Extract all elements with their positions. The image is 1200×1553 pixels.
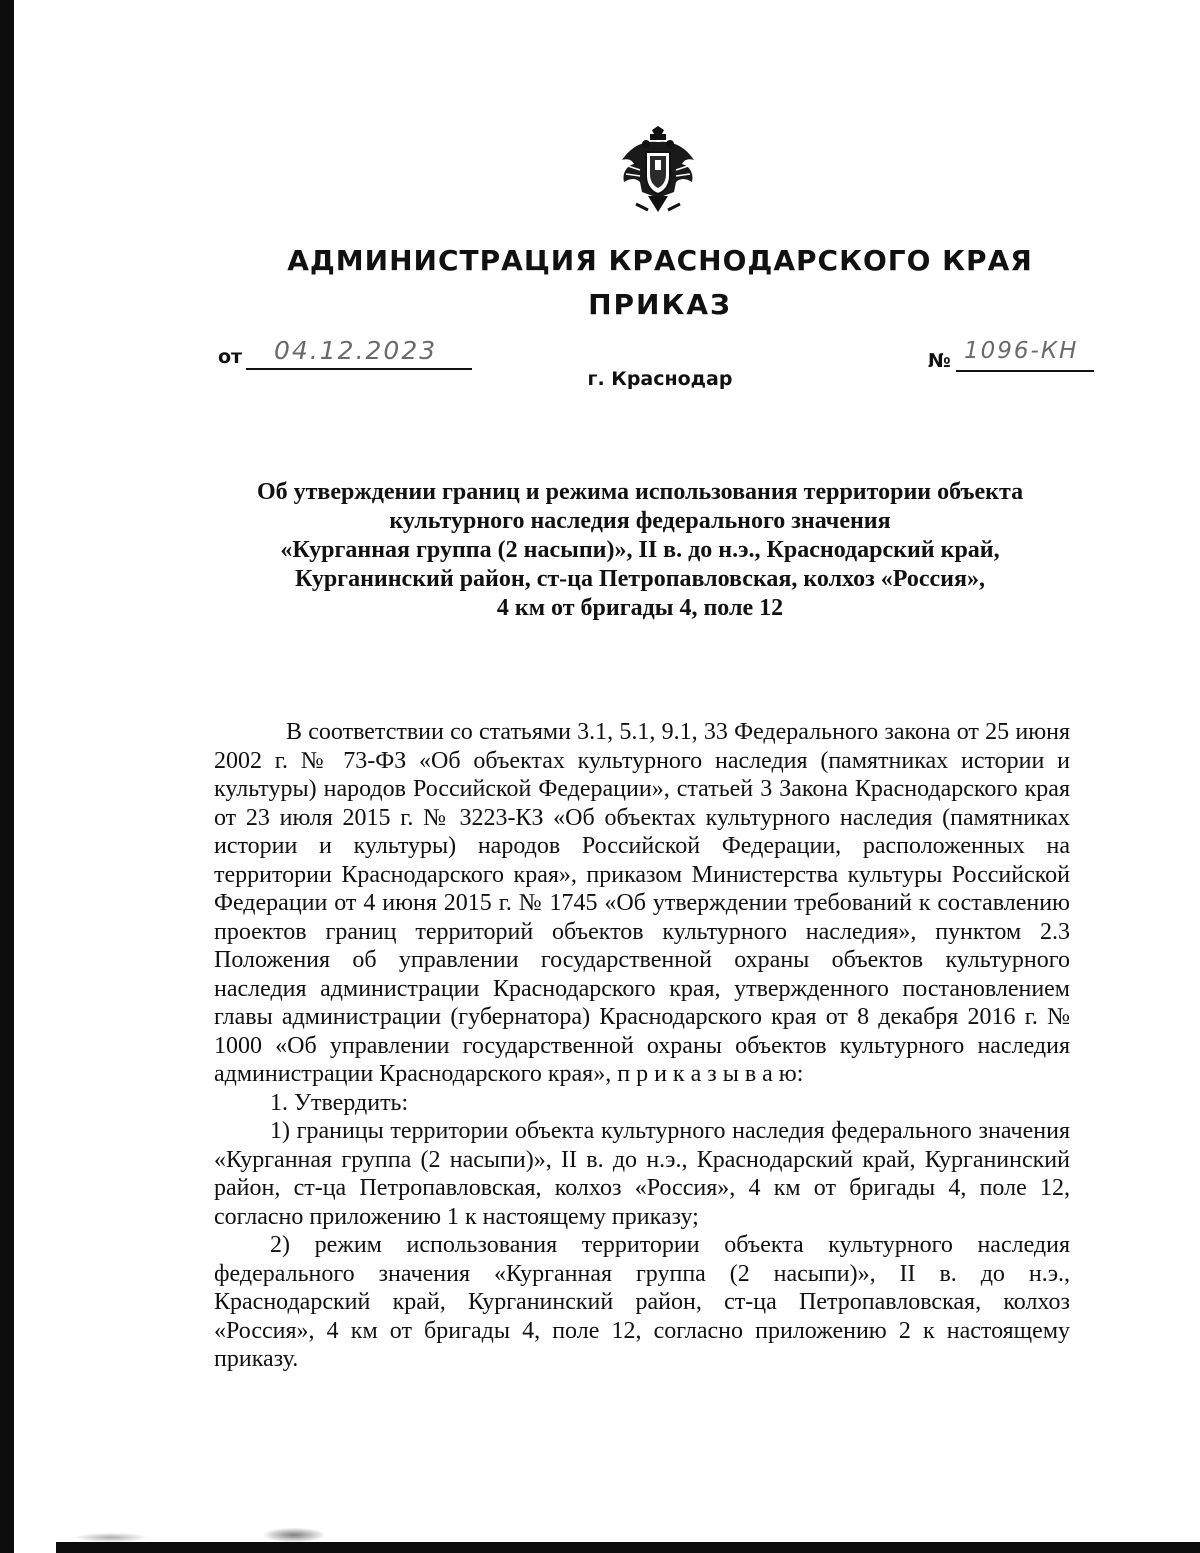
subject-line: Курганинский район, ст-ца Петропавловская, колхоз «Россия»,	[295, 566, 985, 592]
subject-line: «Курганная группа (2 насыпи)», II в. до н.э., Краснодарский край,	[280, 537, 1000, 563]
item-1-1: 1) границы территории объекта культурного наследия федерального значения «Курганная группа (2 насыпи)», II в. до н.э., Краснодарский край, Курганинский район, ст-ца Петропавловская, колхоз «Россия», 4 км от бригады 4, поле 12, согласно приложению 1 к настоящему приказу;	[214, 1118, 1070, 1230]
subject-line: 4 км от бригады 4, поле 12	[496, 595, 784, 621]
document-type-title: ПРИКАЗ	[588, 288, 732, 321]
city-label: г. Краснодар	[587, 368, 733, 390]
scan-left-edge	[0, 0, 14, 1553]
scan-smudge	[264, 1528, 324, 1542]
subject-line: Об утверждении границ и режима использования территории объекта	[256, 479, 1024, 505]
number-value: 1096-КН	[964, 338, 1079, 364]
organization-title: АДМИНИСТРАЦИЯ КРАСНОДАРСКОГО КРАЯ	[287, 244, 1033, 277]
order-subject	[190, 478, 1090, 623]
number-prefix: №	[928, 350, 951, 372]
date-prefix: от	[218, 346, 243, 368]
preamble-paragraph: В соответствии со статьями 3.1, 5.1, 9.1, 33 Федерального закона от 25 июня 2002 г. № 73-ФЗ «Об объектах культурного наследия (памятниках истории и культуры) народов Российской Федерации», статьей 3 Закона Краснодарского края от 23 июля 2015 г. № 3223-КЗ «Об объектах культурного наследия (памятниках истории и культуры) народов Российской Федерации, расположенных на территории Краснодарского края», приказом Министерства культуры Российской Федерации от 4 июня 2015 г. № 1745 «Об утверждении требований к составлению проектов границ территорий объектов культурного наследия», пунктом 2.3 Положения об управлении государственной охраны объектов культурного наследия администрации Краснодарского края, утвержденного постановлением главы администрации (губернатора) Краснодарского края от 8 декабря 2016 г. № 1000 «Об управлении государственной охраны объектов культурного наследия администрации Краснодарского края», п р и к а з ы в а ю:	[214, 719, 1070, 1087]
date-value: 04.12.2023	[274, 336, 438, 365]
item-1-2: 2) режим использования территории объекта культурного наследия федерального значения «Курганная группа (2 насыпи)», II в. до н.э., Краснодарский край, Курганинский район, ст-ца Петропавловская, колхоз «Россия», 4 км от бригады 4, поле 12, согласно приложению 2 к настоящему приказу.	[214, 1232, 1070, 1372]
scan-smudge	[76, 1533, 146, 1542]
subject-line: культурного наследия федерального значения	[389, 508, 891, 534]
coat-of-arms-icon	[612, 126, 704, 218]
order-body	[214, 718, 1070, 1374]
scan-bottom-edge	[56, 1542, 1200, 1553]
item-1: 1. Утвердить:	[270, 1089, 409, 1116]
